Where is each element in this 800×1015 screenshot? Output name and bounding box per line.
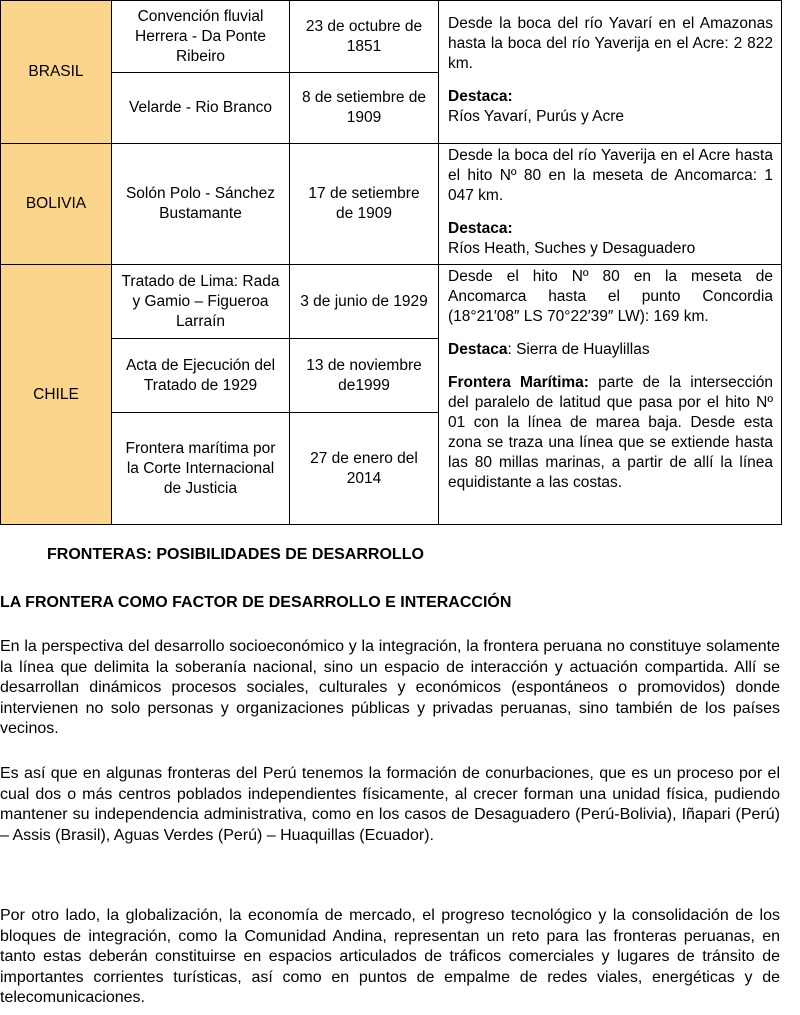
- description-cell: [439, 144, 782, 265]
- highlight-text: Ríos Yavarí, Purús y Acre: [448, 108, 625, 125]
- highlight: [448, 340, 773, 360]
- maritime-text: parte de la intersección del paralelo de latitud que pasa por el hito Nº 01 con la línea de marea baja. Desde esta zona se traza una línea que se extiende hasta las 80 millas marinas, a partir de allí la línea equidistante a las costas.: [448, 374, 773, 491]
- description-text: Desde la boca del río Yavarí en el Amazonas hasta la boca del río Yaverija en el Acre: 2 822 km.: [448, 15, 773, 72]
- description-text: Desde la boca del río Yaverija en el Acre hasta el hito Nº 80 en la meseta de Ancomarca: 1 047 km.: [448, 147, 773, 204]
- description-cell: [439, 1, 782, 144]
- description-cell: [439, 265, 782, 525]
- date-cell: 17 de setiembre de 1909: [290, 144, 439, 265]
- date-cell: 13 de noviembre de1999: [290, 339, 439, 413]
- treaty-cell: Tratado de Lima: Rada y Gamio – Figueroa Larraín: [112, 265, 290, 339]
- highlight-text: : Sierra de Huaylillas: [507, 341, 650, 358]
- date-cell: 23 de octubre de 1851: [290, 1, 439, 73]
- section-heading: FRONTERAS: POSIBILIDADES DE DESARROLLO: [47, 546, 424, 563]
- highlight-label: Destaca: [448, 88, 508, 105]
- treaty-cell: Solón Polo - Sánchez Bustamante: [112, 144, 290, 265]
- highlight-text: Ríos Heath, Suches y Desaguadero: [448, 240, 696, 257]
- date-cell: 27 de enero del 2014: [290, 413, 439, 525]
- date-cell: 3 de junio de 1929: [290, 265, 439, 339]
- maritime-label: Frontera Marítima:: [448, 374, 589, 391]
- treaty-cell: Acta de Ejecución del Tratado de 1929: [112, 339, 290, 413]
- treaty-cell: Frontera marítima por la Corte Internacional de Justicia: [112, 413, 290, 525]
- highlight: Destaca:: [448, 88, 513, 105]
- treaty-cell: Convención fluvial Herrera - Da Ponte Ribeiro: [112, 1, 290, 73]
- highlight-label: Destaca: [448, 341, 508, 358]
- table-row: [1, 1, 782, 73]
- table-row: [1, 265, 782, 339]
- highlight: Destaca:: [448, 220, 513, 237]
- country-cell-brasil: BRASIL: [1, 1, 112, 144]
- treaty-cell: Velarde - Rio Branco: [112, 73, 290, 144]
- maritime-border: [448, 373, 773, 493]
- paragraph-1: En la perspectiva del desarrollo socioeconómico y la integración, la frontera peruana no constituye solamente la línea que delimita la soberanía nacional, sino un espacio de interacción y actuación compartida. Allí se desarrollan dinámicos procesos sociales, culturales y económicos (espontáneos o promovidos) donde intervienen no solo personas y organizaciones públicas y privadas peruanas, sino también de los países vecinos.: [0, 638, 780, 737]
- paragraph-3: Por otro lado, la globalización, la economía de mercado, el progreso tecnológico y la consolidación de los bloques de integración, como la Comunidad Andina, representan un reto para las fronteras peruanas, en tanto estas deberán constituirse en espacios articulados de tráficos comerciales y lugares de tránsito de importantes corrientes turísticas, así como en puntos de empalme de redes viales, energéticas y de telecomunicaciones.: [0, 907, 780, 1006]
- description-text: Desde el hito Nº 80 en la meseta de Ancomarca hasta el punto Concordia (18°21′08″ LS 70°22′39″ LW): 169 km.: [448, 268, 773, 325]
- table-row: [1, 144, 782, 265]
- country-cell-bolivia: BOLIVIA: [1, 144, 112, 265]
- country-cell-chile: CHILE: [1, 265, 112, 525]
- date-cell: 8 de setiembre de 1909: [290, 73, 439, 144]
- subsection-heading: LA FRONTERA COMO FACTOR DE DESARROLLO E INTERACCIÓN: [0, 594, 512, 611]
- highlight-label: Destaca: [448, 220, 508, 237]
- paragraph-2: Es así que en algunas fronteras del Perú tenemos la formación de conurbaciones, que es un proceso por el cual dos o más centros poblados independientes físicamente, al crecer forman una unidad física, pudiendo mantener su independencia administrativa, como en los casos de Desaguadero (Perú-Bolivia), Iñapari (Perú) – Assis (Brasil), Aguas Verdes (Perú) – Huaquillas (Ecuador).: [0, 765, 780, 844]
